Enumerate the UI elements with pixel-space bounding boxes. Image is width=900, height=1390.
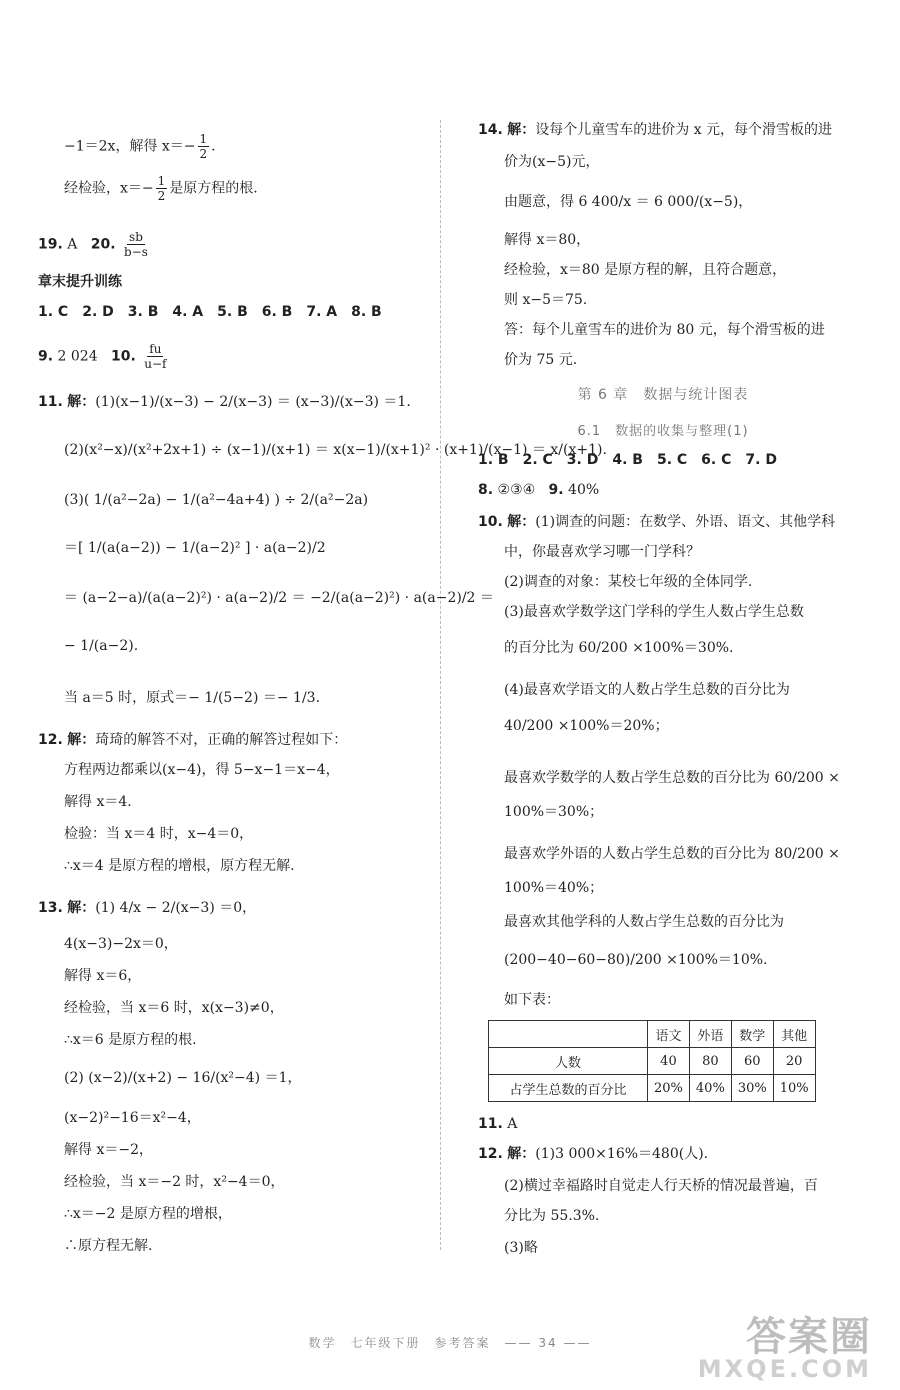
answer-text: (1)(x−1)/(x−3) − 2/(x−3) ＝ (x−3)/(x−3) ＝1.	[95, 394, 411, 410]
answer-text: 的百分比为 60/200 ×100%＝30%.	[504, 640, 734, 656]
answer-line	[478, 120, 832, 140]
answer-text: (x−2)²−16＝x²−4，	[64, 1110, 201, 1126]
question-number: 13.	[38, 900, 63, 916]
table-cell: 10%	[773, 1075, 815, 1102]
answer-text: ∴x＝4 是原方程的增根，原方程无解.	[64, 858, 295, 874]
answer-text: 4(x−3)−2x＝0，	[64, 936, 178, 952]
table-cell: 30%	[731, 1075, 773, 1102]
answer-text: 100%＝30%；	[504, 804, 604, 820]
fraction	[198, 132, 210, 161]
answer-line	[64, 132, 216, 161]
answer-text: ∴原方程无解.	[64, 1238, 153, 1254]
table-cell: 其他	[773, 1021, 815, 1048]
answer-text: 价为(x−5)元，	[504, 154, 600, 170]
stats-table	[488, 1020, 816, 1102]
page-footer: 数学 七年级下册 参考答案 —— 34 ——	[308, 1336, 592, 1350]
solution-label: 解：	[67, 732, 96, 748]
answer-text: (2)横过幸福路时自觉走人行天桥的情况最普遍，百	[504, 1178, 818, 1194]
answer-line	[38, 342, 170, 371]
answer-line	[38, 230, 152, 259]
answer-text: ∴x＝−2 是原方程的增根，	[64, 1206, 232, 1222]
section-title: 章末提升训练	[38, 274, 122, 290]
table-cell: 40	[648, 1048, 690, 1075]
subsection-title: 6.1 数据的收集与整理(1)	[577, 424, 749, 439]
answer-text: (4)最喜欢学语文的人数占学生总数的百分比为	[504, 682, 790, 698]
fraction	[122, 230, 150, 259]
answer-text: 中，你最喜欢学习哪一门学科？	[504, 544, 700, 560]
solution-label: 解：	[67, 394, 96, 410]
frac-den: 2	[157, 189, 166, 203]
answer-text: (2)调查的对象：某校七年级的全体同学.	[504, 574, 753, 590]
answer-text: 当 a＝5 时，原式＝− 1/(5−2) ＝− 1/3.	[64, 690, 321, 706]
answer-text: (1)3 000×16%＝480(人).	[535, 1146, 709, 1162]
question-number: 12.	[478, 1146, 503, 1162]
table-row	[489, 1048, 816, 1075]
watermark	[652, 1305, 872, 1385]
answer-text: 是原方程的根.	[169, 180, 258, 197]
answer-text: (2) (x−2)/(x+2) − 16/(x²−4) ＝1，	[64, 1070, 302, 1086]
watermark-url: MXQE.COM	[697, 1355, 872, 1383]
question-number: 9.	[38, 348, 54, 365]
mc-answers: 1. C 2. D 3. B 4. A 5. B 6. B 7. A 8. B	[38, 304, 382, 320]
answer-text: 经检验，x＝−	[64, 180, 154, 197]
answer-text: 最喜欢学外语的人数占学生总数的百分比为 80/200 ×	[504, 846, 840, 862]
table-header-row	[489, 1021, 816, 1048]
answer-text: 由题意，得 6 400/x ＝ 6 000/(x−5)，	[504, 194, 753, 210]
answer-line	[478, 480, 599, 500]
watermark-logo: 答案圈	[746, 1314, 872, 1360]
answer-text: 40%	[568, 482, 600, 498]
answer-line	[38, 730, 347, 750]
question-number: 14.	[478, 122, 503, 138]
answer-text: 经检验，当 x＝−2 时，x²−4＝0，	[64, 1174, 285, 1190]
answer-line	[478, 1144, 708, 1164]
answer-text: 最喜欢其他学科的人数占学生总数的百分比为	[504, 914, 784, 930]
answer-text: 分比为 55.3%.	[504, 1208, 600, 1224]
answer-text: 40/200 ×100%＝20%；	[504, 718, 669, 734]
question-number: 20.	[90, 236, 116, 253]
answer-text: 如下表：	[504, 992, 560, 1008]
answer-text: 琦琦的解答不对，正确的解答过程如下：	[95, 732, 348, 748]
frac-num: 1	[199, 132, 208, 146]
answer-text: 2 024	[57, 348, 98, 365]
table-cell: 占学生总数的百分比	[489, 1075, 648, 1102]
solution-label: 解：	[507, 514, 536, 530]
question-number: 11.	[478, 1116, 503, 1132]
solution-label: 解：	[507, 122, 536, 138]
answer-text: 最喜欢学数学的人数占学生总数的百分比为 60/200 ×	[504, 770, 840, 786]
question-number: 10.	[478, 514, 503, 530]
question-number: 8.	[478, 482, 494, 498]
answer-text: 方程两边都乘以(x−4)，得 5−x−1＝x−4，	[64, 762, 340, 778]
solution-label: 解：	[507, 1146, 536, 1162]
answer-text: 解得 x＝80，	[504, 232, 591, 248]
question-number: 11.	[38, 394, 63, 410]
answer-text: 100%＝40%；	[504, 880, 604, 896]
frac-num: 1	[157, 174, 166, 188]
table-cell: 60	[731, 1048, 773, 1075]
table-cell: 语文	[648, 1021, 690, 1048]
answer-text: ∴x＝6 是原方程的根.	[64, 1032, 197, 1048]
table-cell: 人数	[489, 1048, 648, 1075]
table-row	[489, 1075, 816, 1102]
mc-answers: 1. B 2. C 3. D 4. B 5. C 6. C 7. D	[478, 452, 777, 468]
answer-text: (200−40−60−80)/200 ×100%＝10%.	[504, 952, 768, 968]
answer-text: 价为 75 元.	[504, 352, 578, 368]
table-cell: 外语	[689, 1021, 731, 1048]
answer-text: 答：每个儿童雪车的进价为 80 元，每个滑雪板的进	[504, 322, 825, 338]
answer-text: 则 x−5＝75.	[504, 292, 588, 308]
answer-text: 解得 x＝4.	[64, 794, 132, 810]
answer-text: (1)调查的问题：在数学、外语、语文、其他学科	[535, 514, 836, 530]
fraction	[156, 174, 168, 203]
answer-text: − 1/(a−2).	[64, 638, 139, 654]
answer-text: (3)( 1/(a²−2a) − 1/(a²−4a+4) ) ÷ 2/(a²−2a)	[64, 492, 369, 508]
answer-text: 经检验，当 x＝6 时，x(x−3)≠0，	[64, 1000, 284, 1016]
question-number: 12.	[38, 732, 63, 748]
answer-line	[64, 174, 258, 203]
answer-text: ＝ (a−2−a)/(a(a−2)²) · a(a−2)/2 ＝ −2/(a(a−2)²) · a(a−2)/2 ＝	[64, 590, 494, 606]
answer-text: A	[67, 236, 78, 253]
answer-text: (1) 4/x − 2/(x−3) ＝0，	[95, 900, 257, 916]
question-number: 10.	[110, 348, 136, 365]
answer-text: 解得 x＝−2，	[64, 1142, 153, 1158]
column-divider	[440, 120, 441, 1250]
answer-text: ＝[ 1/(a(a−2)) − 1/(a−2)² ] · a(a−2)/2	[64, 540, 326, 556]
frac-den: b−s	[124, 245, 148, 259]
answer-text: 经检验，x＝80 是原方程的解，且符合题意，	[504, 262, 787, 278]
question-number: 9.	[548, 482, 564, 498]
answer-text: (3)略	[504, 1240, 538, 1256]
answer-text: .	[211, 138, 216, 155]
table-cell: 20%	[648, 1075, 690, 1102]
frac-num: sb	[129, 230, 143, 244]
answer-line	[38, 898, 256, 918]
frac-num: fu	[149, 342, 162, 356]
table-cell	[489, 1021, 648, 1048]
answer-text: −1＝2x，解得 x＝−	[64, 138, 196, 155]
answer-line	[38, 392, 411, 412]
question-number: 19.	[38, 236, 63, 253]
table-cell: 80	[689, 1048, 731, 1075]
table-cell: 20	[773, 1048, 815, 1075]
answer-text: (2)(x²−x)/(x²+2x+1) ÷ (x−1)/(x+1) ＝ x(x−1)/(x+1)² · (x+1)/(x−1) ＝ x/(x+1).	[64, 442, 607, 458]
answer-text: 设每个儿童雪车的进价为 x 元，每个滑雪板的进	[535, 122, 833, 138]
answer-text: 检验：当 x＝4 时，x−4＝0，	[64, 826, 254, 842]
table-cell: 40%	[689, 1075, 731, 1102]
solution-label: 解：	[67, 900, 96, 916]
fraction	[142, 342, 168, 371]
frac-den: 2	[199, 147, 208, 161]
table-cell: 数学	[731, 1021, 773, 1048]
frac-den: u−f	[144, 357, 167, 371]
answer-text: 解得 x＝6，	[64, 968, 142, 984]
answer-text: (3)最喜欢学数学这门学科的学生人数占学生总数	[504, 604, 804, 620]
answer-text: ②③④	[497, 482, 536, 498]
chapter-title: 第 6 章 数据与统计图表	[577, 387, 749, 403]
answer-line	[478, 512, 835, 532]
answer-text: A	[507, 1116, 518, 1132]
answer-line	[478, 1114, 517, 1134]
